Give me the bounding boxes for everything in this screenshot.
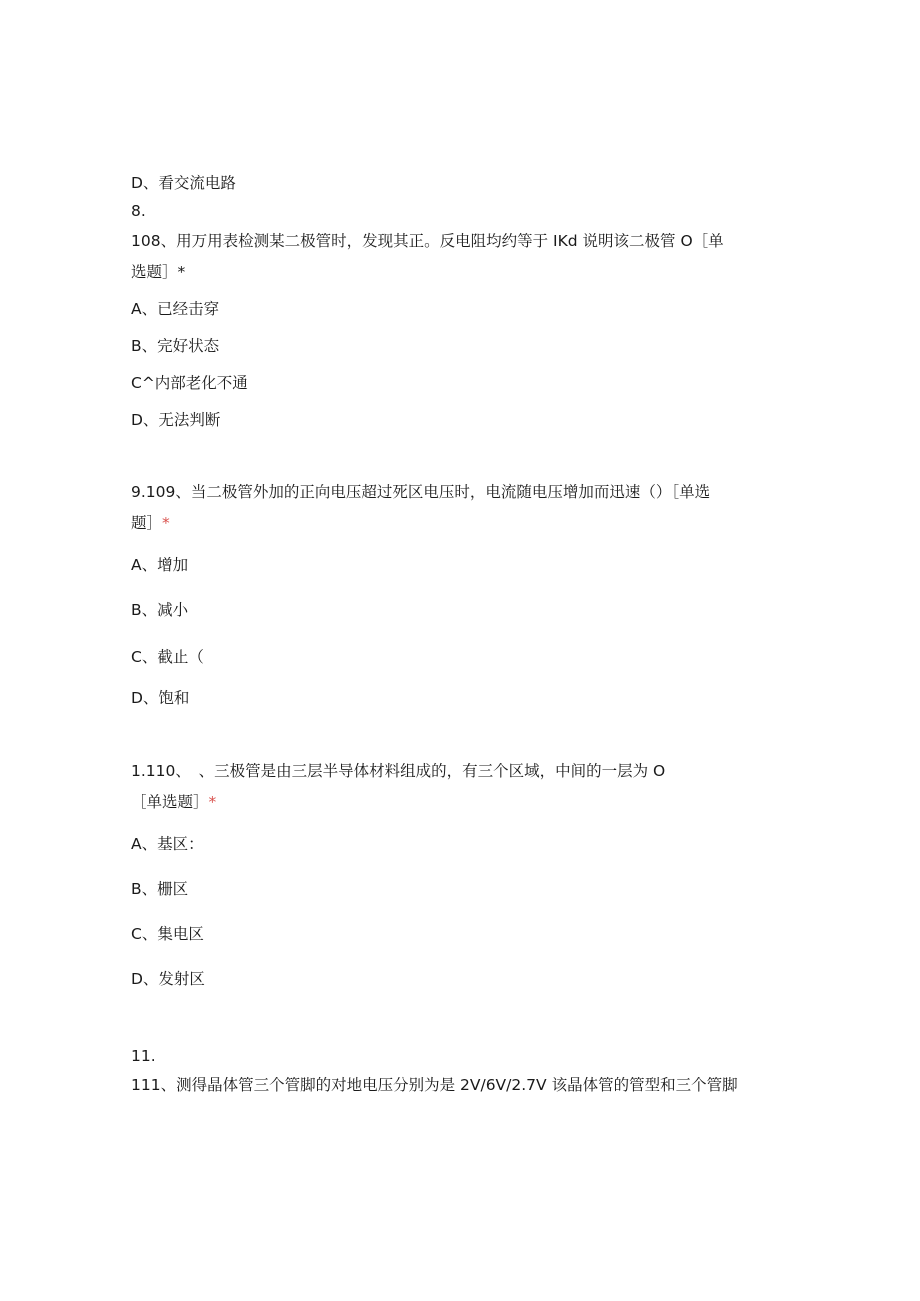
q9-type-label: 题］ [131,514,163,532]
q9-option-b: B、减小 [131,601,189,619]
q10-type-label: ［单选题］ [131,793,209,811]
q10-option-d: D、发射区 [131,970,205,988]
required-asterisk: * [162,514,170,532]
q8-number: 8. [131,202,146,220]
q8-stem-line1: 108、用万用表检测某二极管时，发现其正。反电阻均约等于 IKd 说明该二极管 O［单 [131,232,724,250]
q9-stem-line2 [131,512,170,534]
q8-option-c: C^内部老化不通 [131,374,248,392]
q10-stem-line1: 1.110、 、三极管是由三层半导体材料组成的，有三个区域，中间的一层为 O [131,762,666,780]
q10-option-c: C、集电区 [131,925,204,943]
q10-option-b: B、栅区 [131,880,189,898]
q9-option-d: D、饱和 [131,689,190,707]
q11-stem-line1: 111、测得晶体管三个管脚的对地电压分别为是 2V/6V/2.7V 该晶体管的管型和三个管脚 [131,1076,738,1094]
q8-option-a: A、已经击穿 [131,300,220,318]
q8-type-label: 选题］ [131,263,178,281]
required-asterisk: * [208,793,217,811]
q8-option-b: B、完好状态 [131,337,220,355]
q8-stem-line2 [131,261,185,283]
required-asterisk: * [177,263,186,281]
q9-stem-line1: 9.109、当二极管外加的正向电压超过死区电压时，电流随电压增加而迅速（）［单选 [131,483,711,501]
q11-number: 11. [131,1047,156,1065]
q9-option-a: A、增加 [131,556,189,574]
q7-option-d: D、看交流电路 [131,174,236,192]
q10-option-a: A、基区： [131,835,204,853]
q9-option-c: C、截止（ [131,648,204,666]
q8-option-d: D、无法判断 [131,411,221,429]
q10-stem-line2 [131,791,216,813]
